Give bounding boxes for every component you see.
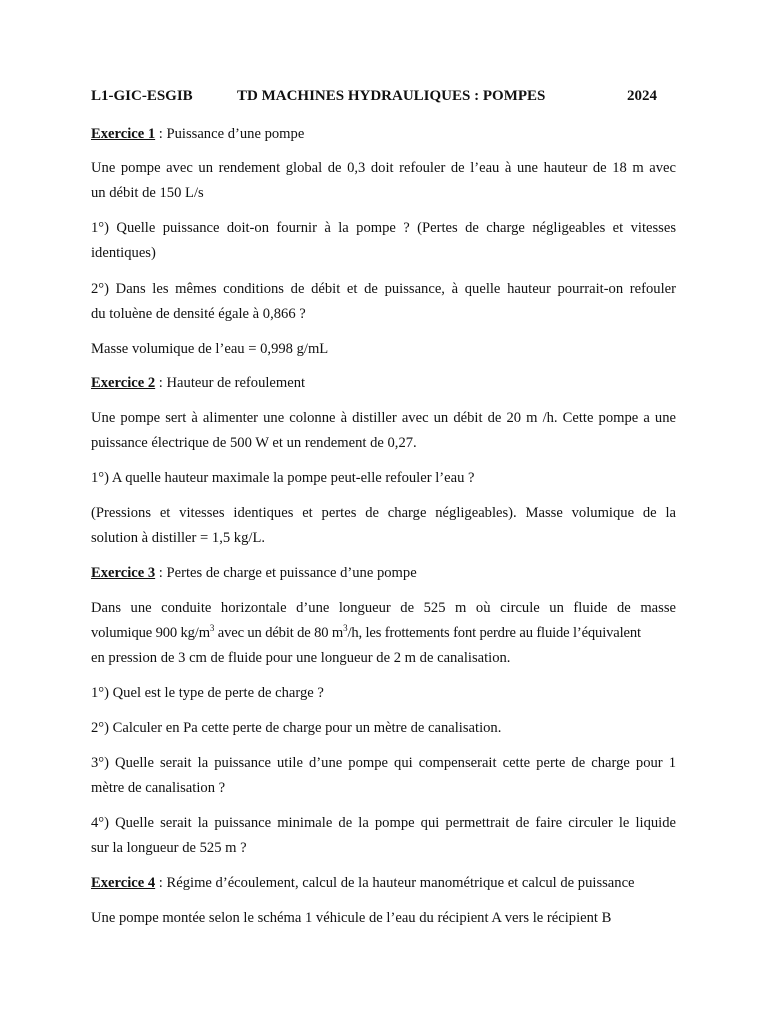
document-year: 2024: [627, 88, 657, 104]
exercise-1-subtitle: : Puissance d’une pompe: [155, 126, 305, 142]
exercise-1-note: Masse volumique de l’eau = 0,998 g/mL: [91, 341, 329, 357]
exercise-1-title: Exercice 1: [91, 126, 156, 142]
exercise-1-question-1-line-2: identiques): [91, 245, 156, 261]
exercise-2-subtitle: : Hauteur de refoulement: [155, 375, 306, 391]
exercise-1-question-2-line-1: 2°) Dans les mêmes conditions de débit et de puissance, à quelle hauteur pourrait-on refouler: [91, 281, 676, 297]
exercise-2-question-1: 1°) A quelle hauteur maximale la pompe peut-elle refouler l’eau ?: [91, 470, 475, 486]
exercise-2-heading: [91, 374, 676, 392]
exercise-3-intro-line-2-part-2: avec un débit de 80 m: [214, 625, 344, 641]
document-title: TD MACHINES HYDRAULIQUES : POMPES: [237, 88, 546, 104]
exercise-3-question-1: 1°) Quel est le type de perte de charge ?: [91, 685, 324, 701]
exercise-3-heading: [91, 564, 676, 582]
exercise-2-intro-line-1: Une pompe sert à alimenter une colonne à distiller avec un débit de 20 m /h. Cette pompe a une: [91, 410, 676, 426]
exercise-1-heading: [91, 125, 676, 143]
exercise-2-title: Exercice 2: [91, 375, 156, 391]
exercise-3-question-2: 2°) Calculer en Pa cette perte de charge pour un mètre de canalisation.: [91, 720, 502, 736]
exercise-2-intro-line-2: puissance électrique de 500 W et un rendement de 0,27.: [91, 435, 417, 451]
exercise-3-exponent-2: 3: [343, 623, 348, 633]
exercise-4-heading: [91, 874, 676, 892]
exercise-3-intro-line-2: [91, 624, 676, 642]
course-code: L1-GIC-ESGIB: [91, 88, 193, 104]
exercise-1-intro-line-2: un débit de 150 L/s: [91, 185, 204, 201]
exercise-3-question-3-line-1: 3°) Quelle serait la puissance utile d’une pompe qui compenserait cette perte de charge pour 1: [91, 755, 676, 771]
exercise-1-question-1-line-1: 1°) Quelle puissance doit-on fournir à la pompe ? (Pertes de charge négligeables et vitesses: [91, 220, 676, 236]
exercise-3-title: Exercice 3: [91, 565, 156, 581]
exercise-3-intro-line-2-part-1: volumique 900 kg/m: [91, 625, 210, 641]
exercise-3-question-4-line-2: sur la longueur de 525 m ?: [91, 840, 247, 856]
exercise-3-question-3-line-2: mètre de canalisation ?: [91, 780, 226, 796]
exercise-1-intro-line-1: Une pompe avec un rendement global de 0,3 doit refouler de l’eau à une hauteur de 18 m avec: [91, 160, 676, 176]
exercise-3-intro-line-2-part-3: /h, les frottements font perdre au fluide l’équivalent: [347, 625, 641, 641]
exercise-2-note-line-2: solution à distiller = 1,5 kg/L.: [91, 530, 266, 546]
exercise-3-exponent-1: 3: [209, 623, 215, 633]
exercise-3-intro-line-3: en pression de 3 cm de fluide pour une longueur de 2 m de canalisation.: [91, 650, 511, 666]
exercise-2-note-line-1: (Pressions et vitesses identiques et pertes de charge négligeables). Masse volumique de la: [91, 505, 676, 521]
exercise-4-intro: Une pompe montée selon le schéma 1 véhicule de l’eau du récipient A vers le récipient B: [91, 910, 612, 926]
exercise-3-subtitle: : Pertes de charge et puissance d’une pompe: [155, 565, 417, 581]
exercise-4-subtitle: : Régime d’écoulement, calcul de la hauteur manométrique et calcul de puissance: [155, 875, 635, 891]
exercise-3-intro-line-1: Dans une conduite horizontale d’une longueur de 525 m où circule un fluide de masse: [91, 600, 676, 616]
exercise-4-title: Exercice 4: [91, 875, 156, 891]
exercise-3-question-4-line-1: 4°) Quelle serait la puissance minimale de la pompe qui permettrait de faire circuler le liquide: [91, 815, 676, 831]
exercise-1-question-2-line-2: du toluène de densité égale à 0,866 ?: [91, 306, 306, 322]
